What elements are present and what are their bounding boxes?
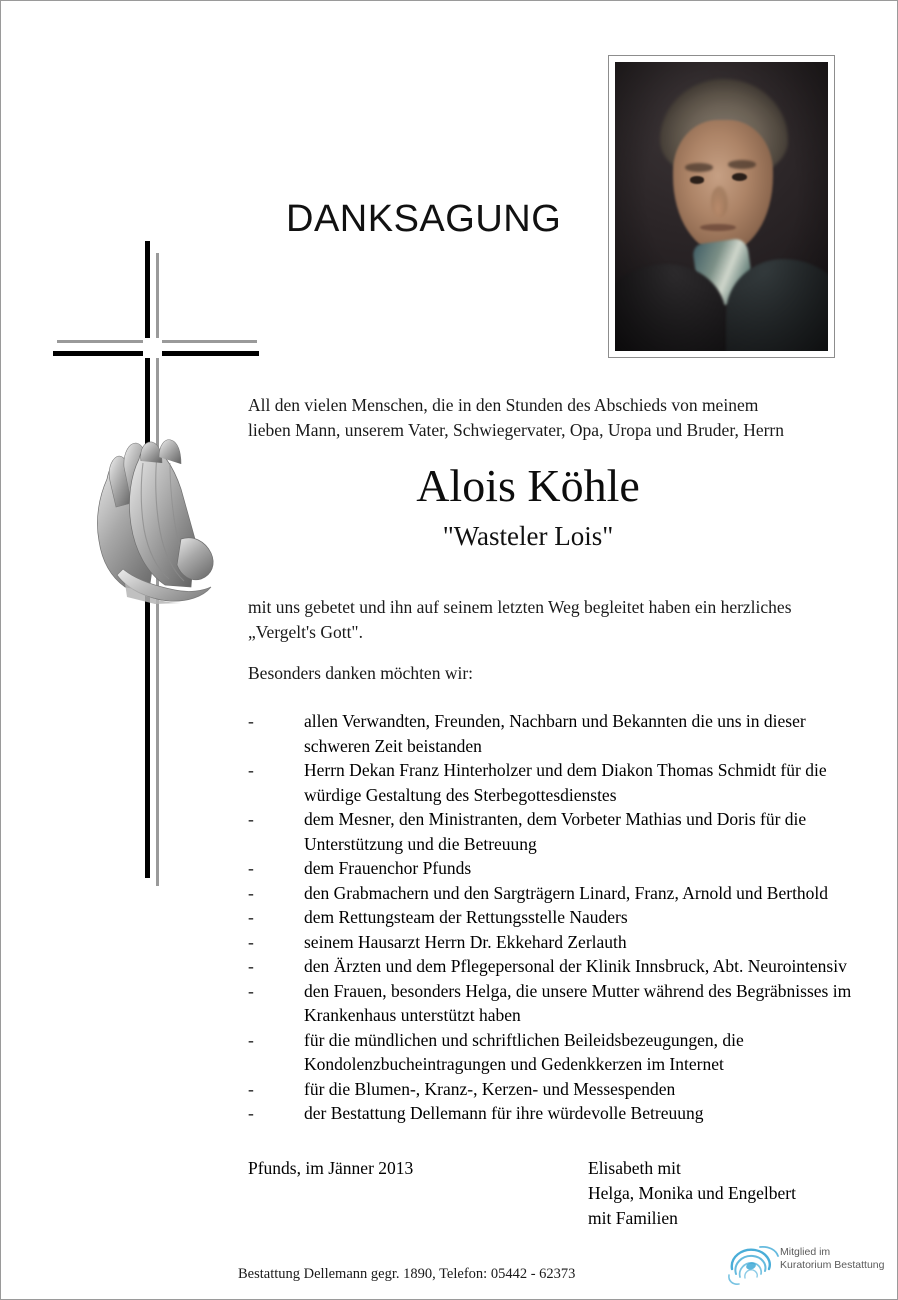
thanks-list-item <box>248 1101 878 1126</box>
thanks-lead-in: Besonders danken möchten wir: <box>248 663 474 683</box>
thanks-list-item <box>248 930 878 955</box>
list-item-text: Herrn Dekan Franz Hinterholzer und dem Diakon Thomas Schmidt für die würdige Gestaltung des Sterbegottesdienstes <box>304 760 827 805</box>
signature-place-date: Pfunds, im Jänner 2013 <box>248 1158 414 1178</box>
member-logo <box>724 1241 885 1287</box>
list-item-text: seinem Hausarzt Herrn Dr. Ekkehard Zerlauth <box>304 931 627 952</box>
list-item-marker: - <box>248 907 254 927</box>
list-item-marker: - <box>248 980 254 1001</box>
list-item-text: dem Frauenchor Pfunds <box>304 858 472 878</box>
list-item-text: der Bestattung Dellemann für ihre würdevolle Betreuung <box>304 1103 704 1123</box>
thanks-list-item <box>248 709 878 758</box>
list-item-marker: - <box>248 760 254 780</box>
list-item-marker: - <box>248 1029 254 1050</box>
intro-line-2: lieben Mann, unserem Vater, Schwiegervater, Opa, Uropa und Bruder, Herrn <box>248 420 785 440</box>
intro-paragraph <box>248 393 873 443</box>
list-item-text: für die mündlichen und schriftlichen Beileidsbezeugungen, die Kondolenzbucheintragungen und Gedenkkerzen im Internet <box>304 1029 744 1074</box>
member-logo-line-1: Mitglied im <box>780 1246 831 1258</box>
praying-hands-graphic <box>69 419 229 604</box>
list-item-text: den Grabmachern und den Sargträgern Linard, Franz, Arnold und Berthold <box>304 882 829 903</box>
list-item-marker: - <box>248 882 254 903</box>
list-item-marker: - <box>248 711 254 731</box>
after-name-line-1: mit uns gebetet und ihn auf seinem letzten Weg begleitet haben ein herzliches <box>248 597 792 617</box>
page-title: DANKSAGUNG <box>286 198 562 240</box>
list-item-text: den Frauen, besonders Helga, die unsere Mutter während des Begräbnisses im Krankenhaus unterstützt haben <box>304 980 852 1025</box>
list-item-text: für die Blumen-, Kranz-, Kerzen- und Messespenden <box>304 1078 676 1099</box>
thanks-list-item <box>248 1077 878 1102</box>
thanks-list <box>248 709 878 1126</box>
thanks-list-item <box>248 954 878 979</box>
signature-family <box>588 1156 878 1231</box>
thanks-list-item <box>248 856 878 881</box>
footer-company-info: Bestattung Dellemann gegr. 1890, Telefon: 05442 - 62373 <box>238 1266 576 1282</box>
list-item-marker: - <box>248 931 254 952</box>
signature-family-line-3: mit Familien <box>588 1208 678 1228</box>
signature-family-line-2: Helga, Monika und Engelbert <box>588 1183 797 1203</box>
thanks-list-item <box>248 758 878 807</box>
list-item-text: den Ärzten und dem Pflegepersonal der Klinik Innsbruck, Abt. Neurointensiv <box>304 956 847 976</box>
member-logo-text <box>780 1246 884 1271</box>
list-item-marker: - <box>248 858 254 878</box>
portrait-frame <box>608 55 835 358</box>
portrait-photo <box>615 62 828 351</box>
thanks-list-item <box>248 807 878 856</box>
list-item-text: dem Mesner, den Ministranten, dem Vorbeter Mathias und Doris für die Unterstützung und die Betreuung <box>304 809 807 854</box>
list-item-text: allen Verwandten, Freunden, Nachbarn und Bekannten die uns in dieser schweren Zeit beistanden <box>304 711 806 756</box>
thanks-list-item <box>248 1028 878 1077</box>
intro-line-1: All den vielen Menschen, die in den Stunden des Abschieds von meinem <box>248 395 759 415</box>
after-name-line-2: „Vergelt's Gott". <box>248 622 363 642</box>
deceased-nickname: "Wasteler Lois" <box>442 521 614 551</box>
thanks-list-item <box>248 905 878 930</box>
after-name-paragraph <box>248 595 873 645</box>
list-item-marker: - <box>248 956 254 976</box>
list-item-marker: - <box>248 1078 254 1099</box>
list-item-marker: - <box>248 809 254 829</box>
signature-family-line-1: Elisabeth mit <box>588 1158 681 1178</box>
list-item-marker: - <box>248 1103 254 1123</box>
signature-block <box>248 1156 878 1231</box>
list-item-text: dem Rettungsteam der Rettungsstelle Nauders <box>304 907 628 927</box>
thanks-list-item <box>248 881 878 906</box>
thanks-list-item <box>248 979 878 1028</box>
member-logo-line-2: Kuratorium Bestattung <box>780 1258 885 1271</box>
deceased-name: Alois Köhle <box>416 460 640 511</box>
